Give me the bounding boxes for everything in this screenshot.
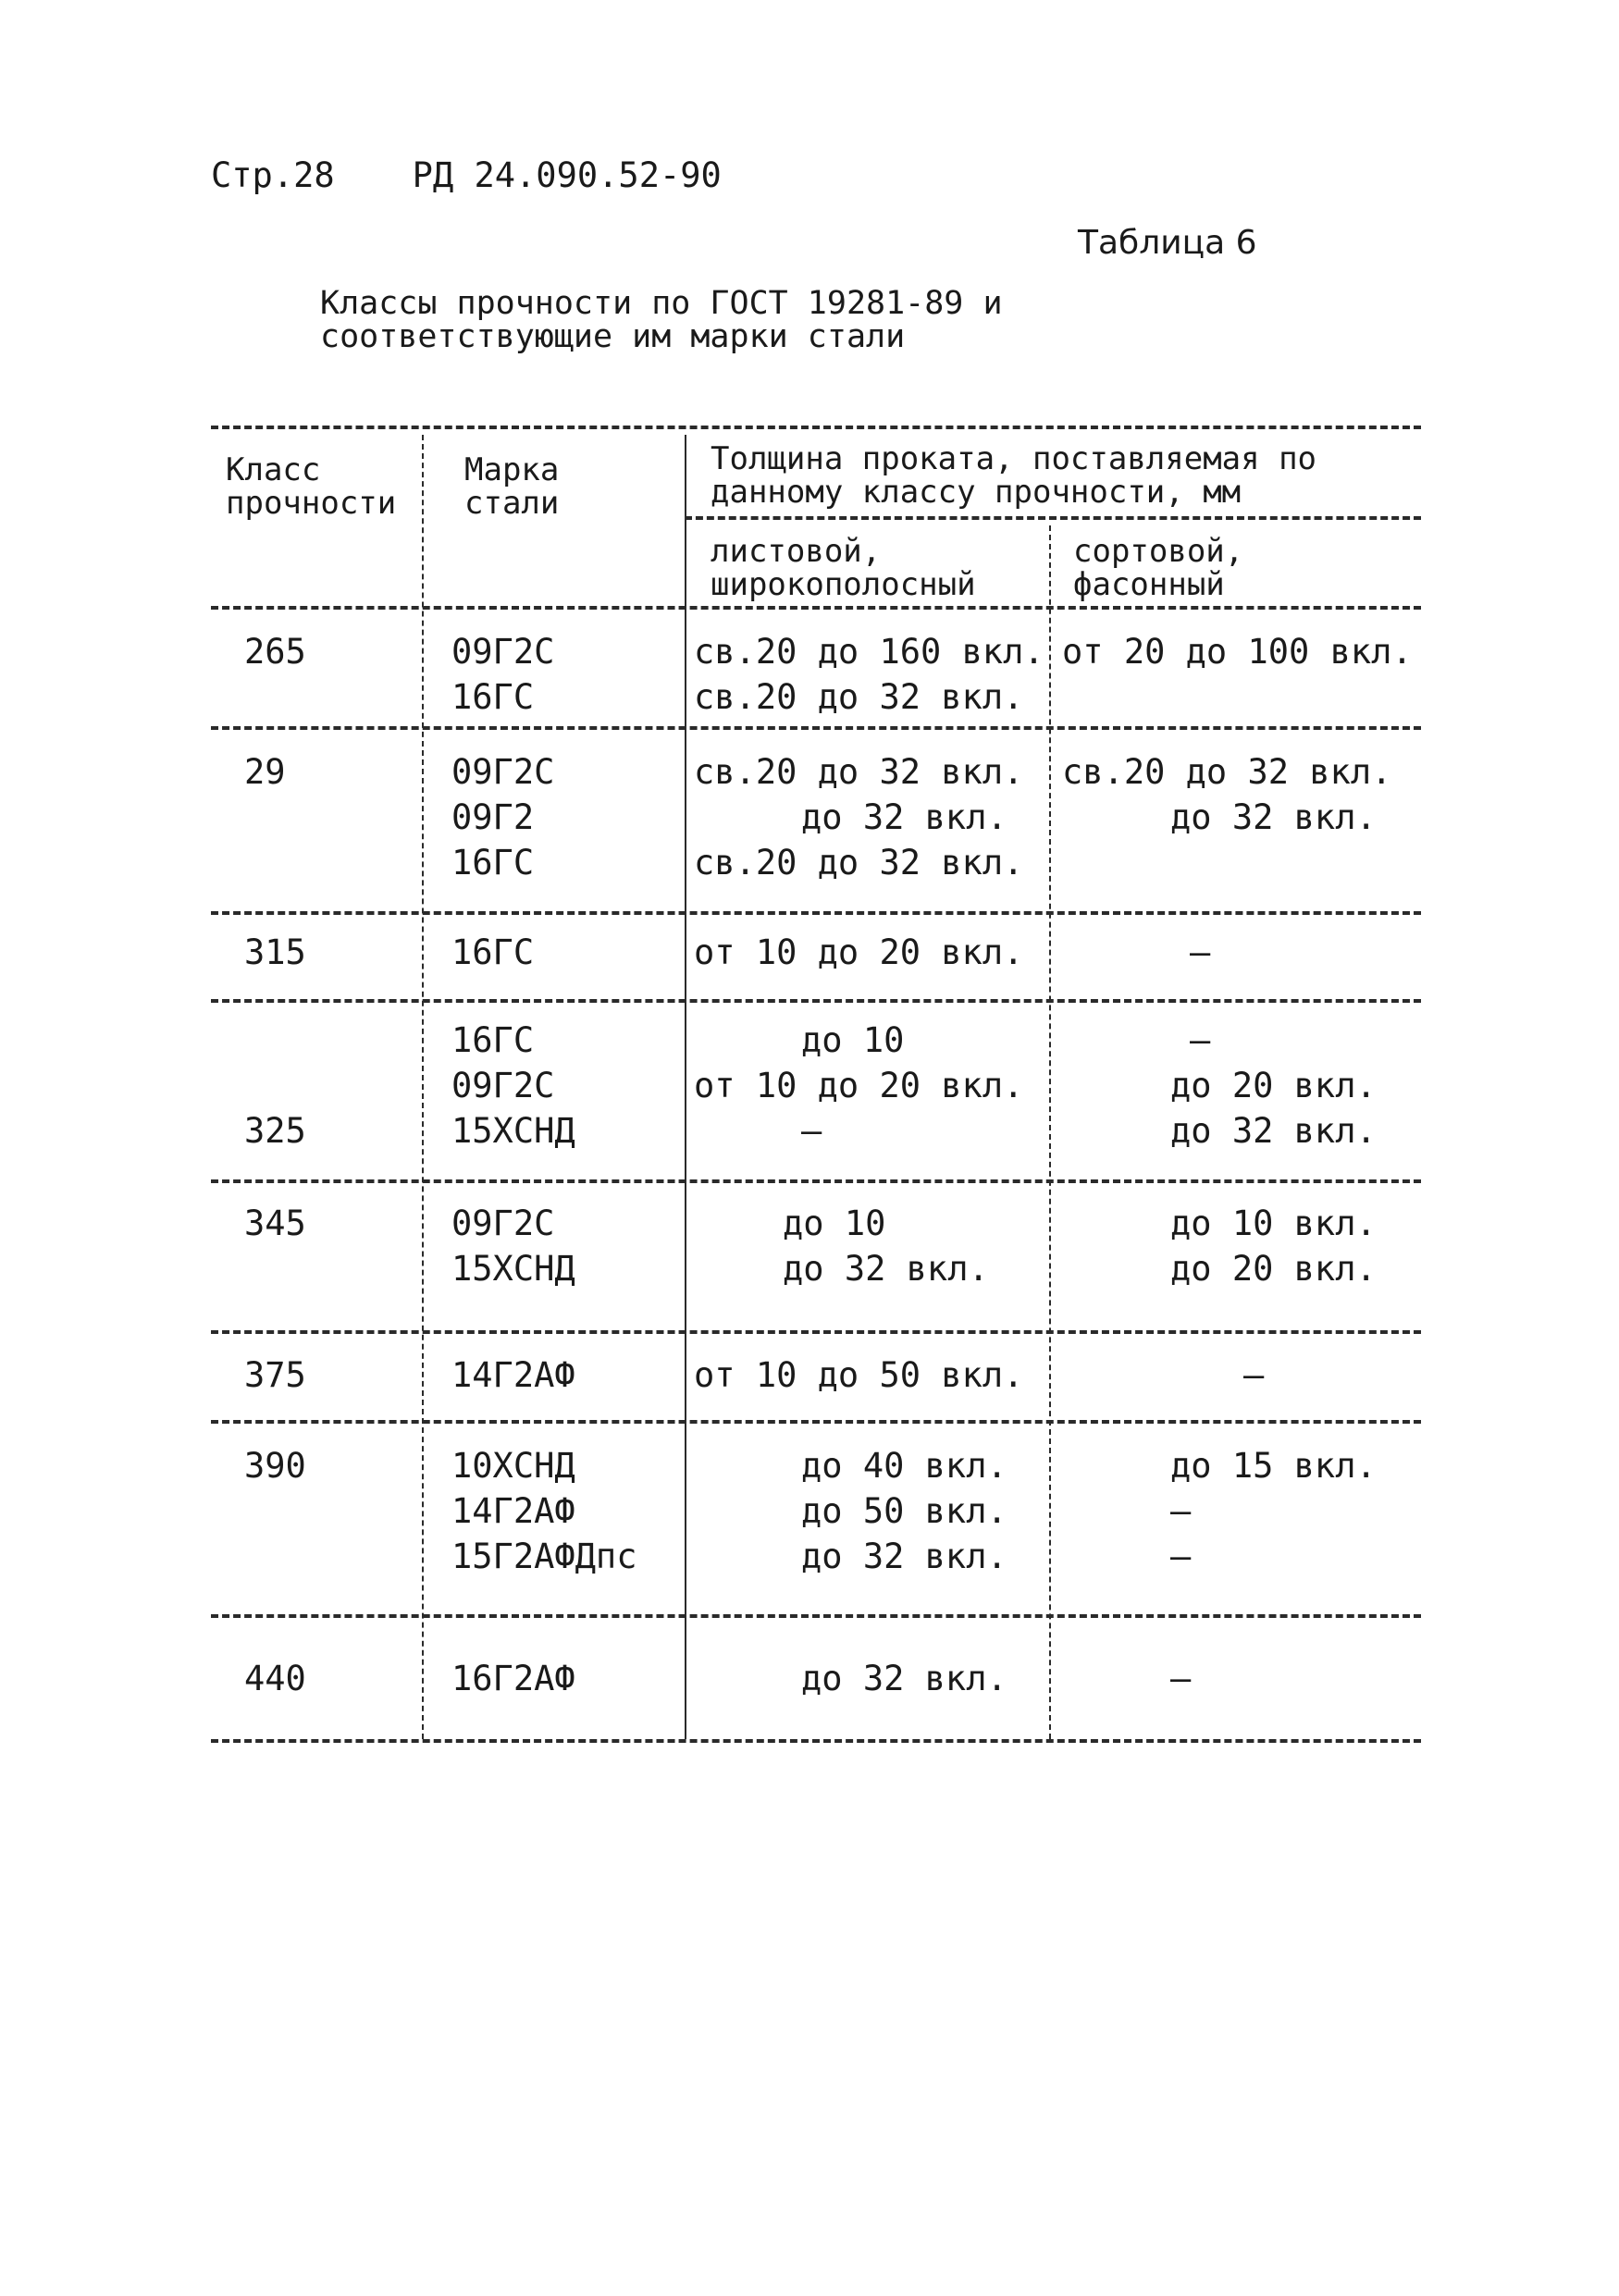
section-cell: до 20 вкл. [1170, 1066, 1377, 1105]
section-cell: до 20 вкл. [1170, 1249, 1377, 1289]
header-thickness: Толщина проката, поставляемая по данному классу прочности, мм [711, 440, 1317, 511]
grade-cell: 15ХСНД [451, 1249, 575, 1289]
sheet-cell: св.20 до 32 вкл. [694, 752, 1024, 792]
class-cell: 315 [244, 932, 306, 972]
sheet-cell: до 40 вкл. [801, 1446, 1007, 1486]
page-label: Стр.28 [211, 155, 335, 195]
sheet-cell: св.20 до 160 вкл. [694, 632, 1044, 672]
column-rule [685, 435, 686, 1739]
grade-cell: 09Г2С [451, 1204, 555, 1243]
grade-cell: 09Г2С [451, 632, 555, 672]
header-class: Класс прочности [226, 451, 397, 522]
class-cell: 325 [244, 1111, 306, 1151]
row-separator [211, 1179, 1421, 1183]
grade-cell: 16ГС [451, 1020, 535, 1060]
section-cell: до 10 вкл. [1170, 1204, 1377, 1243]
sheet-cell: до 32 вкл. [801, 1659, 1007, 1698]
sheet-cell: св.20 до 32 вкл. [694, 677, 1024, 717]
class-cell: 345 [244, 1204, 306, 1243]
sheet-cell: св.20 до 32 вкл. [694, 843, 1024, 883]
class-cell: 390 [244, 1446, 306, 1486]
section-cell: – [1190, 932, 1211, 972]
class-cell: 265 [244, 632, 306, 672]
sheet-cell: от 10 до 50 вкл. [694, 1355, 1024, 1395]
grade-cell: 14Г2АФ [451, 1491, 575, 1531]
page-header [211, 155, 722, 195]
grade-cell: 15ХСНД [451, 1111, 575, 1151]
table-bottom-rule [211, 1739, 1421, 1743]
row-separator [211, 1420, 1421, 1424]
grade-cell: 09Г2 [451, 797, 535, 837]
row-separator [211, 726, 1421, 730]
section-cell: св.20 до 32 вкл. [1062, 752, 1392, 792]
header-grade: Марка стали [464, 451, 560, 522]
row-separator [211, 1330, 1421, 1334]
sheet-cell: от 10 до 20 вкл. [694, 1066, 1024, 1105]
sheet-cell: от 10 до 20 вкл. [694, 932, 1024, 972]
header-inner-rule [685, 516, 1421, 520]
class-cell: 375 [244, 1355, 306, 1395]
grade-cell: 16Г2АФ [451, 1659, 575, 1698]
section-cell: до 32 вкл. [1170, 797, 1377, 837]
section-cell: до 32 вкл. [1170, 1111, 1377, 1151]
class-cell: 29 [244, 752, 286, 792]
class-cell: 440 [244, 1659, 306, 1698]
section-cell: – [1170, 1491, 1192, 1531]
section-cell: до 15 вкл. [1170, 1446, 1377, 1486]
sheet-cell: до 32 вкл. [801, 1537, 1007, 1576]
row-separator [211, 911, 1421, 915]
section-cell: – [1170, 1659, 1192, 1698]
section-cell: – [1190, 1020, 1211, 1060]
grade-cell: 09Г2С [451, 752, 555, 792]
table-top-rule [211, 426, 1421, 429]
header-bottom-rule [211, 606, 1421, 610]
grade-cell: 10ХСНД [451, 1446, 575, 1486]
grade-cell: 16ГС [451, 677, 535, 717]
table-number: Таблица 6 [1078, 224, 1257, 262]
sheet-cell: до 50 вкл. [801, 1491, 1007, 1531]
section-cell: – [1243, 1355, 1265, 1395]
header-sheet: листовой, широкополосный [711, 533, 976, 603]
sheet-cell: до 32 вкл. [801, 797, 1007, 837]
header-section: сортовой, фасонный [1073, 533, 1244, 603]
grade-cell: 14Г2АФ [451, 1355, 575, 1395]
document-code: РД 24.090.52-90 [412, 155, 722, 195]
sheet-cell: до 10 [801, 1020, 905, 1060]
column-rule [1049, 525, 1051, 1739]
sheet-cell: до 32 вкл. [783, 1249, 989, 1289]
grade-cell: 16ГС [451, 932, 535, 972]
table-caption: Классы прочности по ГОСТ 19281-89 и соответствующие им марки стали [320, 285, 1003, 355]
section-cell: от 20 до 100 вкл. [1062, 632, 1413, 672]
sheet-cell: до 10 [783, 1204, 886, 1243]
sheet-cell: – [801, 1111, 822, 1151]
row-separator [211, 1614, 1421, 1618]
grade-cell: 16ГС [451, 843, 535, 883]
grade-cell: 15Г2АФДпс [451, 1537, 637, 1576]
column-rule [422, 435, 424, 1739]
grade-cell: 09Г2С [451, 1066, 555, 1105]
section-cell: – [1170, 1537, 1192, 1576]
row-separator [211, 999, 1421, 1003]
